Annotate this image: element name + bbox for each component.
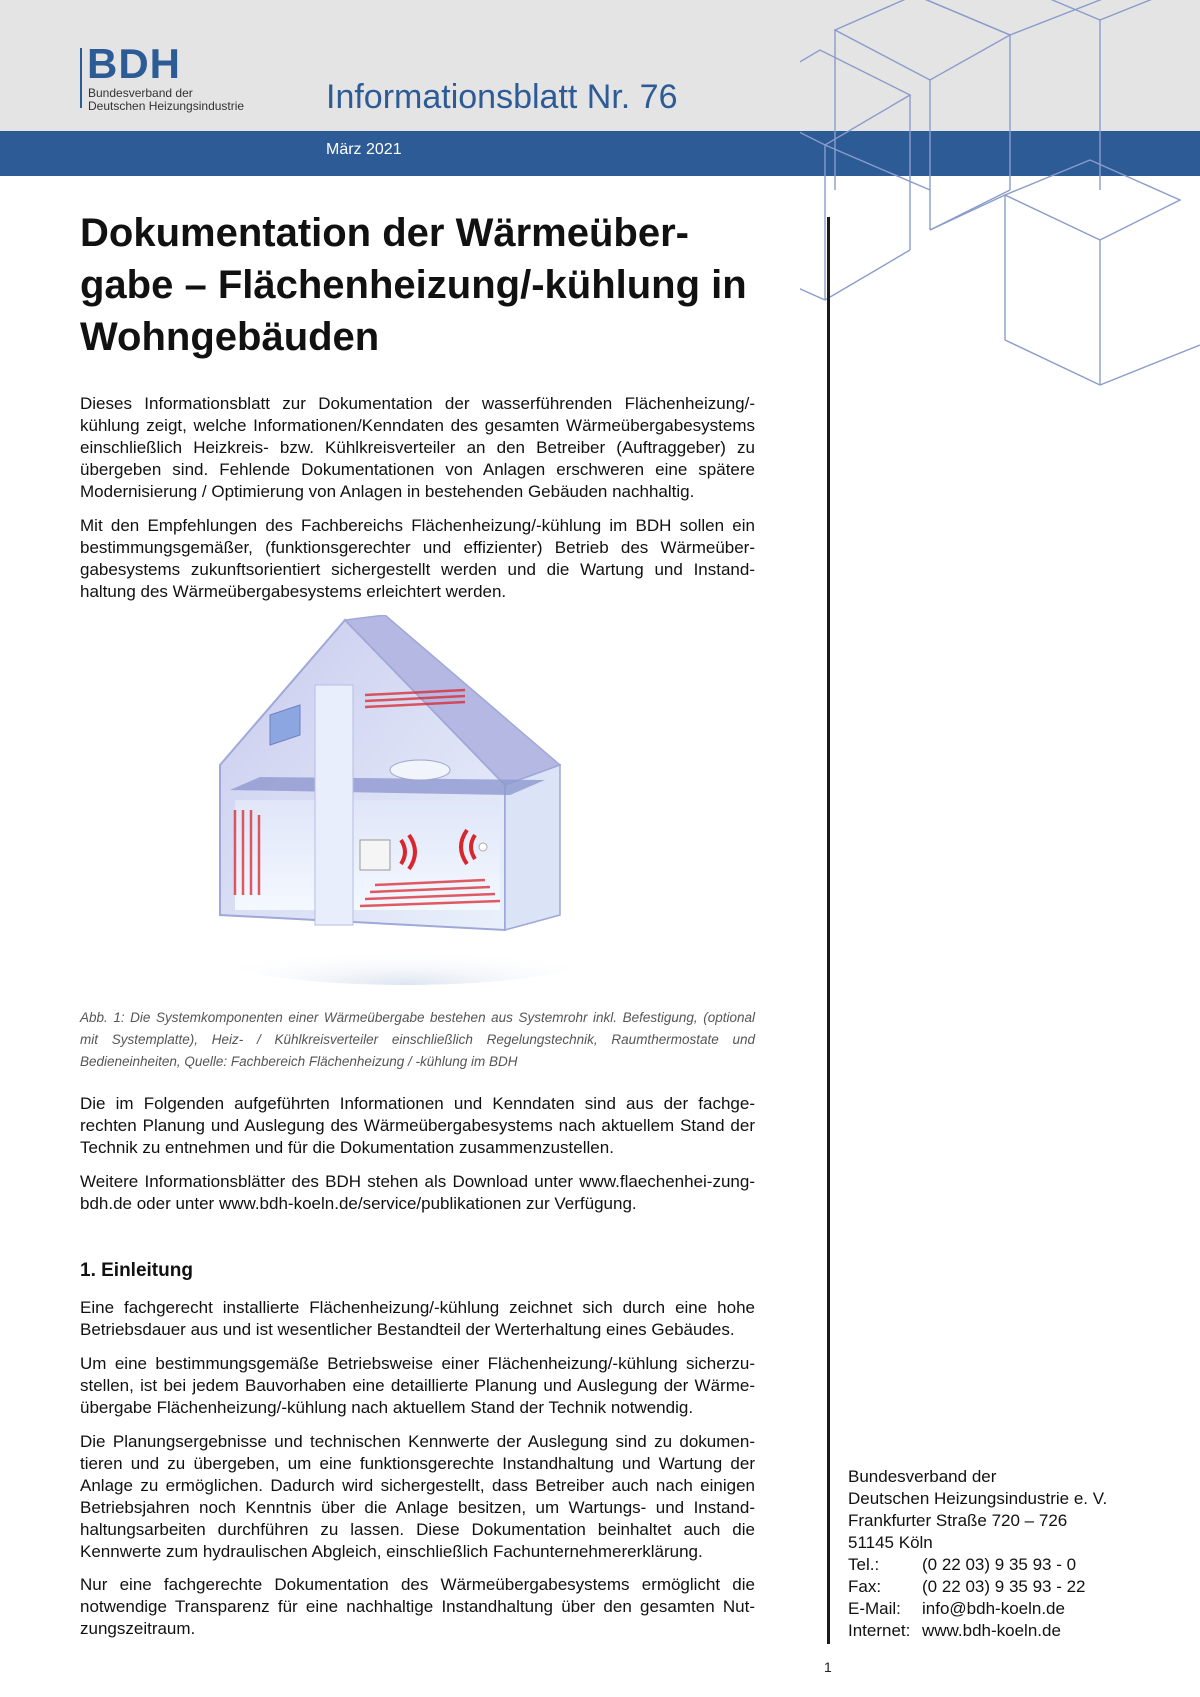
logo-subtitle [88,87,244,113]
section-1-paragraph-4: Nur eine fachgerechte Dokumentation des Wärmeübergabesystems ermöglicht die notwendige Transparenz für eine nachhaltige Instandhaltung über den gesamten Nut-zungszeitraum. [80,1575,755,1638]
cube-pattern-decoration [800,0,1200,400]
contact-email-label: E-Mail: [848,1599,901,1618]
section-heading-einleitung: 1. Einleitung [80,1260,193,1281]
contact-email-row [848,1598,1188,1620]
contact-street: Frankfurter Straße 720 – 726 [848,1511,1068,1530]
body-paragraph-1: Die im Folgenden aufgeführten Informationen und Kenndaten sind aus der fachge-rechten Planung und Auslegung des Wärmeübergabesystems nach aktuellem Stand der Technik zu entnehmen und für die Dokumentation zusammenzustellen. [80,1094,755,1157]
logo-subtitle-line2: Deutschen Heizungsindustrie [88,99,245,113]
contact-tel-label: Tel.: [848,1555,880,1574]
contact-fax-row [848,1576,1188,1598]
contact-internet-row [848,1620,1188,1642]
contact-fax-label: Fax: [848,1577,882,1596]
contact-email-link[interactable]: info@bdh-koeln.de [922,1599,1065,1618]
contact-block [848,1466,1188,1642]
intro-paragraph-2: Mit den Empfehlungen des Fachbereichs Flächenheizung/-kühlung im BDH sollen ein bestimmungsgemäßer, (funktionsgerechter und effizienter) Betrieb des Wärmeüber-gabesystems zukunftsorientiert sichergestellt werden und die Wartung und Instand-haltung des Wärmeübergabesystems erleichtert werden. [80,516,755,601]
intro-paragraph-1: Dieses Informationsblatt zur Dokumentation der wasserführenden Flächenheizung/-kühlung zeigt, welche Informationen/Kenndaten des gesamten Wärmeübergabesystems einschließlich Heizkreis- bzw. Kühlkreisverteiler an den Betreiber (Auftraggeber) zu übergeben sind. Fehlende Dokumentationen von Anlagen erschweren eine spätere Modernisierung / Optimierung von Anlagen in bestehenden Gebäuden nachhaltig. [80,394,755,501]
house-floor-heating-illustration [205,615,605,985]
contact-internet-label: Internet: [848,1621,911,1640]
contact-website-link[interactable]: www.bdh-koeln.de [922,1621,1061,1640]
figure-caption: Abb. 1: Die Systemkomponenten einer Wärmeübergabe bestehen aus Systemrohr inkl. Befestigung, (optional mit Systemplatte), Heiz- / Kühlkreisverteiler einschließlich Regelungstechnik, Raumthermostate und Bedieneinheiten, Quelle: Fachbereich Flächenheizung / -kühlung im BDH [80,1010,755,1069]
contact-city: 51145 Köln [848,1533,933,1552]
section-1-paragraph-1: Eine fachgerecht installierte Flächenheizung/-kühlung zeichnet sich durch eine hohe Betriebsdauer aus und ist wesentlicher Bestandteil der Werterhaltung eines Gebäudes. [80,1298,755,1339]
section-1-paragraph-2: Um eine bestimmungsgemäße Betriebsweise einer Flächenheizung/-kühlung sicherzu-stellen, ist bei jedem Bauvorhaben eine detaillierte Planung und Auslegung der Wärme-übergabe Flächenheizung/-kühlung nach aktuellem Stand der Technik notwendig. [80,1354,755,1417]
section-1-paragraph-3: Die Planungsergebnisse und technischen Kennwerte der Auslegung sind zu dokumen-tieren und zu übergeben, um eine funktionsgerechte Instandhaltung und Wartung der Anlage zu ermöglichen. Dadurch wird sichergestellt, dass Betreiber auch nach einigen Betriebsjahren noch Kenntnis über die Anlage besitzen, um Wartungs- und Instand-haltungsarbeiten durchführen zu lassen. Diese Dokumentation beinhaltet auch die Kennwerte zum hydraulischen Abgleich, einschließlich Fachunternehmererklärung. [80,1432,755,1561]
contact-tel-row [848,1554,1188,1576]
logo-subtitle-line1: Bundesverband der [88,86,193,100]
info-sheet-title: Informationsblatt Nr. 76 [326,78,678,116]
contact-org-line1: Bundesverband der [848,1467,997,1486]
document-title: Dokumentation der Wärmeüber-gabe – Flächenheizung/-kühlung in Wohngebäuden [80,211,747,359]
contact-tel[interactable]: (0 22 03) 9 35 93 - 0 [922,1555,1077,1574]
logo-bar [80,48,82,108]
contact-fax: (0 22 03) 9 35 93 - 22 [922,1577,1086,1596]
contact-org-line2: Deutschen Heizungsindustrie e. V. [848,1489,1108,1508]
page-number: 1 [824,1659,832,1675]
logo-wordmark: BDH [87,40,181,87]
publication-date: März 2021 [326,141,402,158]
column-divider [827,217,830,1644]
body-paragraph-2: Weitere Informationsblätter des BDH stehen als Download unter www.flaechenhei-zung-bdh.de oder unter www.bdh-koeln.de/service/publikationen zur Verfügung. [80,1172,755,1213]
